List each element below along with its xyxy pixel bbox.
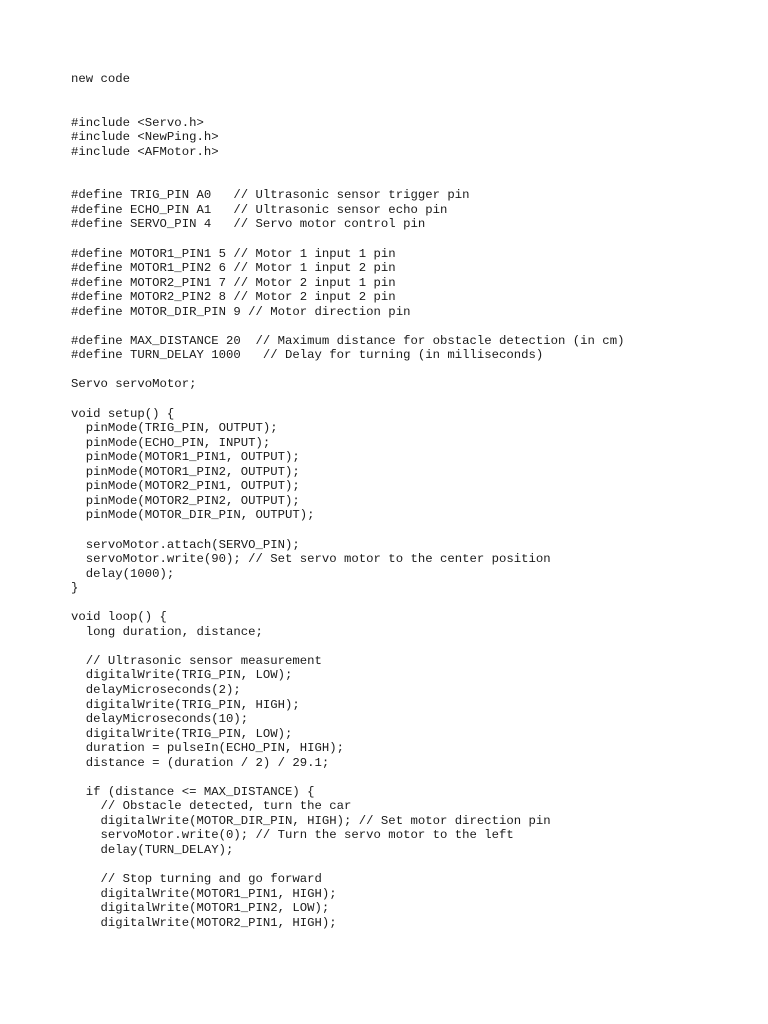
code-line: #define MAX_DISTANCE 20 // Maximum distance for obstacle detection (in cm) — [71, 333, 625, 348]
code-line: #define MOTOR1_PIN2 6 // Motor 1 input 2 pin — [71, 261, 396, 276]
code-line — [71, 101, 624, 116]
code-line: servoMotor.write(90); // Set servo motor to the center position — [71, 552, 551, 567]
code-line: #include <AFMotor.h> — [71, 144, 219, 159]
code-line: delayMicroseconds(2); — [71, 682, 241, 697]
code-line: if (distance <= MAX_DISTANCE) { — [71, 784, 315, 799]
code-line: #define MOTOR1_PIN1 5 // Motor 1 input 1 pin — [71, 246, 396, 261]
code-line: Servo servoMotor; — [71, 377, 197, 392]
code-line — [71, 770, 624, 785]
code-line: pinMode(MOTOR1_PIN2, OUTPUT); — [71, 464, 300, 479]
code-line: void setup() { — [71, 406, 175, 421]
code-line: delayMicroseconds(10); — [71, 712, 249, 727]
code-block — [71, 72, 624, 930]
code-line: pinMode(MOTOR2_PIN1, OUTPUT); — [71, 479, 300, 494]
code-line: // Ultrasonic sensor measurement — [71, 653, 322, 668]
code-line: #define SERVO_PIN 4 // Servo motor control pin — [71, 217, 426, 232]
code-line: #include <Servo.h> — [71, 115, 204, 130]
code-line — [71, 523, 624, 538]
code-line: #define ECHO_PIN A1 // Ultrasonic sensor echo pin — [71, 202, 448, 217]
code-line: void loop() { — [71, 610, 167, 625]
code-line — [71, 392, 624, 407]
code-line: digitalWrite(MOTOR1_PIN2, LOW); — [71, 901, 330, 916]
code-line — [71, 232, 624, 247]
code-line — [71, 596, 624, 611]
code-line: // Obstacle detected, turn the car — [71, 799, 352, 814]
code-line: delay(TURN_DELAY); — [71, 842, 234, 857]
code-line: #define MOTOR_DIR_PIN 9 // Motor direction pin — [71, 304, 411, 319]
code-line: #define MOTOR2_PIN2 8 // Motor 2 input 2 pin — [71, 290, 396, 305]
code-line: digitalWrite(TRIG_PIN, HIGH); — [71, 697, 300, 712]
code-line — [71, 174, 624, 189]
code-line: digitalWrite(TRIG_PIN, LOW); — [71, 668, 293, 683]
code-line: #include <NewPing.h> — [71, 130, 219, 145]
code-line — [71, 363, 624, 378]
code-line — [71, 87, 624, 102]
code-line: servoMotor.attach(SERVO_PIN); — [71, 537, 300, 552]
code-line: long duration, distance; — [71, 624, 263, 639]
code-line: digitalWrite(MOTOR_DIR_PIN, HIGH); // Set motor direction pin — [71, 813, 551, 828]
code-line: delay(1000); — [71, 566, 175, 581]
code-line: pinMode(MOTOR2_PIN2, OUTPUT); — [71, 493, 300, 508]
code-line — [71, 319, 624, 334]
code-line — [71, 159, 624, 174]
code-line: distance = (duration / 2) / 29.1; — [71, 755, 330, 770]
code-line: pinMode(MOTOR_DIR_PIN, OUTPUT); — [71, 508, 315, 523]
code-line: #define MOTOR2_PIN1 7 // Motor 2 input 1 pin — [71, 275, 396, 290]
code-line: pinMode(ECHO_PIN, INPUT); — [71, 435, 271, 450]
code-line: duration = pulseIn(ECHO_PIN, HIGH); — [71, 741, 345, 756]
code-line: #define TRIG_PIN A0 // Ultrasonic sensor trigger pin — [71, 188, 470, 203]
code-line: pinMode(MOTOR1_PIN1, OUTPUT); — [71, 450, 300, 465]
code-line — [71, 639, 624, 654]
code-line — [71, 858, 624, 873]
code-line: // Stop turning and go forward — [71, 872, 322, 887]
code-line: servoMotor.write(0); // Turn the servo motor to the left — [71, 828, 514, 843]
code-line: digitalWrite(MOTOR1_PIN1, HIGH); — [71, 886, 337, 901]
code-line: #define TURN_DELAY 1000 // Delay for turning (in milliseconds) — [71, 348, 544, 363]
code-line: } — [71, 581, 79, 596]
code-line: new code — [71, 72, 131, 86]
code-line: digitalWrite(TRIG_PIN, LOW); — [71, 726, 293, 741]
code-line: digitalWrite(MOTOR2_PIN1, HIGH); — [71, 915, 337, 930]
code-line: pinMode(TRIG_PIN, OUTPUT); — [71, 421, 278, 436]
